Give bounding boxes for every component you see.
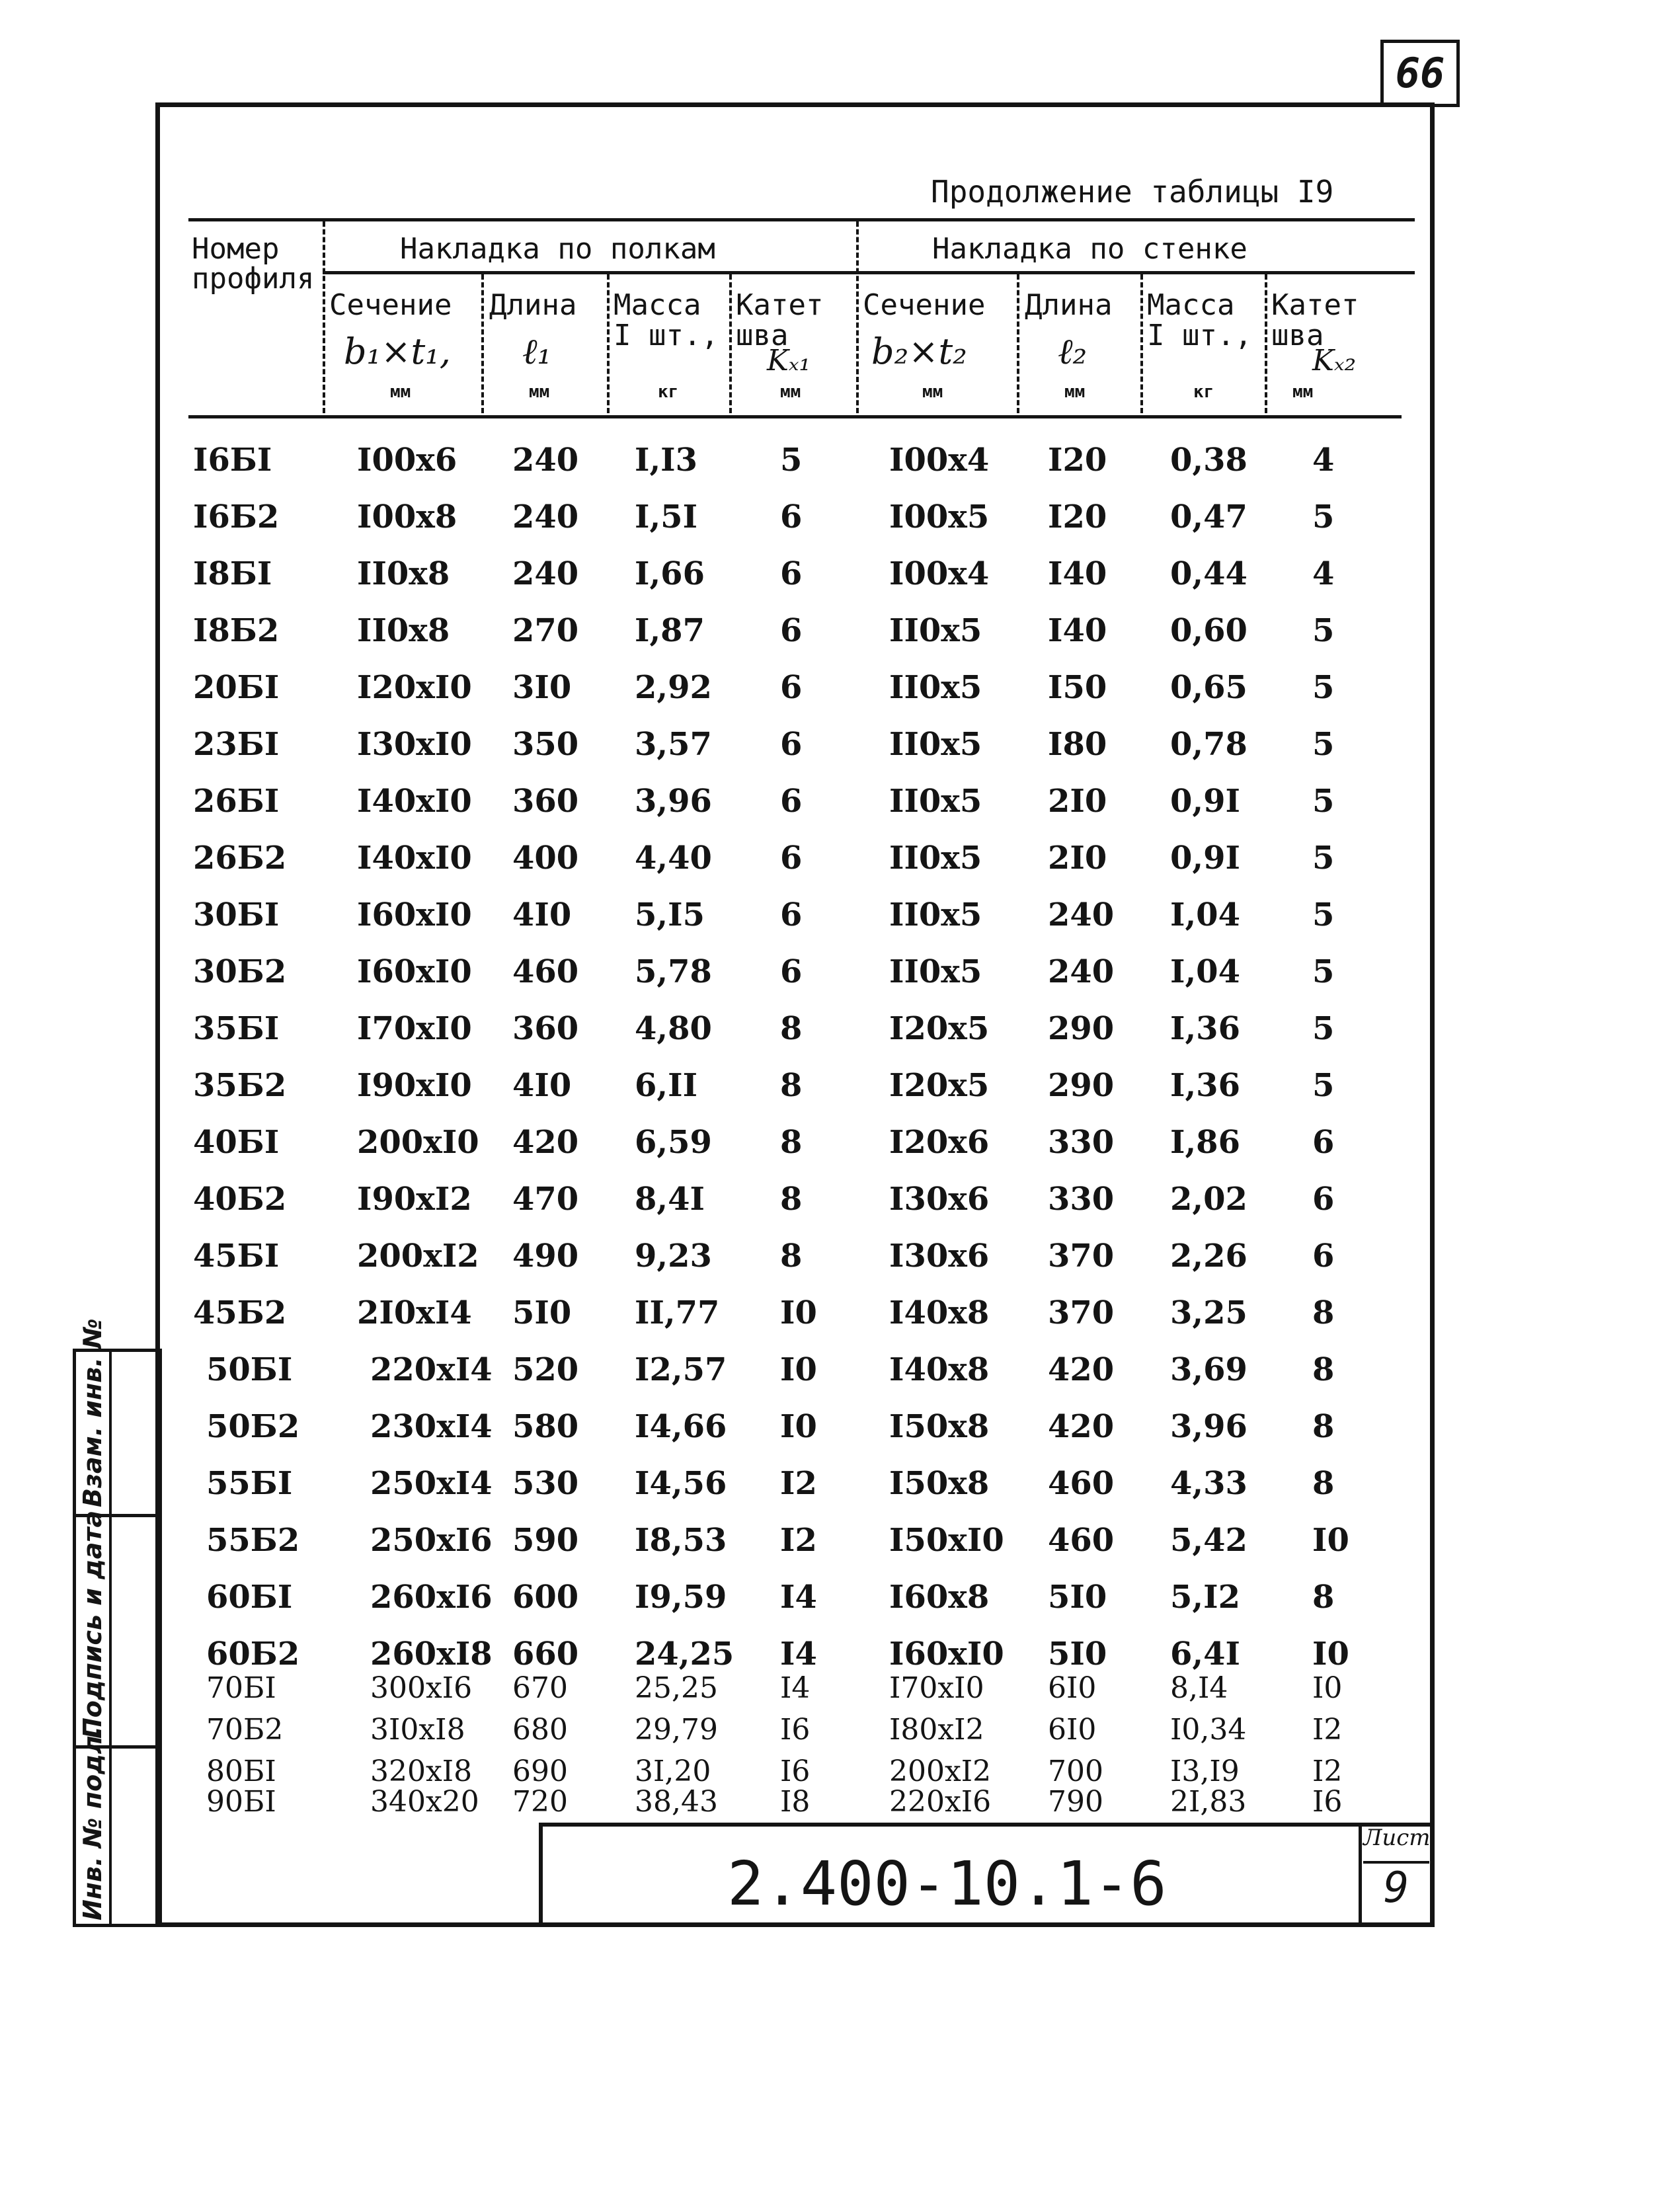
header-group-web: Накладка по стенке: [932, 232, 1248, 266]
cell-web-section: I60xI0: [889, 1636, 1004, 1673]
cell-flange-section: I00x6: [357, 442, 457, 479]
header-unit-mm: мм: [529, 382, 550, 402]
cell-web-mass: 3,69: [1170, 1351, 1248, 1388]
table-caption: Продолжение таблицы I9: [931, 174, 1334, 210]
cell-web-length: 370: [1048, 1238, 1115, 1275]
cell-web-weld: 5: [1312, 1010, 1335, 1047]
cell-web-section: II0x5: [889, 840, 982, 877]
cell-web-section: I60x8: [889, 1579, 990, 1616]
cell-web-mass: I3,I9: [1170, 1755, 1240, 1788]
cell-flange-section: II0x8: [357, 612, 450, 649]
cell-web-section: II0x5: [889, 783, 982, 820]
header-weld-web-1: Катет: [1271, 288, 1359, 322]
cell-web-length: 420: [1048, 1408, 1115, 1445]
cell-flange-mass: I,I3: [635, 442, 698, 479]
cell-flange-section: 250xI4: [370, 1465, 493, 1502]
cell-flange-section: 260xI8: [370, 1636, 493, 1673]
cell-web-mass: 8,I4: [1170, 1671, 1228, 1705]
cell-profile: 35Б2: [193, 1067, 287, 1104]
cell-flange-weld: 6: [780, 669, 803, 706]
cell-profile: 26БI: [193, 783, 280, 820]
cell-web-mass: 2,02: [1170, 1181, 1248, 1218]
cell-web-weld: 5: [1312, 669, 1335, 706]
cell-web-length: 420: [1048, 1351, 1115, 1388]
header-unit-mm: мм: [1064, 382, 1086, 402]
cell-web-weld: 5: [1312, 726, 1335, 763]
cell-web-weld: 8: [1312, 1408, 1335, 1445]
cell-web-length: 6I0: [1048, 1713, 1097, 1747]
cell-web-weld: 8: [1312, 1465, 1335, 1502]
header-unit-kg: кг: [658, 382, 679, 402]
cell-flange-length: 670: [512, 1671, 568, 1705]
cell-web-section: I20x5: [889, 1067, 990, 1104]
header-bottom-rule: [188, 415, 1402, 418]
cell-flange-length: 660: [512, 1636, 579, 1673]
col-sep: [1017, 274, 1019, 413]
cell-flange-mass: 9,23: [635, 1238, 712, 1275]
cell-web-section: I30x6: [889, 1181, 990, 1218]
cell-flange-weld: 6: [780, 612, 803, 649]
cell-web-length: I50: [1048, 669, 1107, 706]
cell-flange-mass: 4,40: [635, 840, 712, 877]
header-profile-2: профиля: [192, 262, 315, 296]
cell-web-weld: I0: [1312, 1636, 1349, 1673]
cell-web-length: I40: [1048, 612, 1107, 649]
cell-flange-section: 250xI6: [370, 1522, 493, 1559]
cell-profile: 60Б2: [206, 1636, 300, 1673]
header-b2t2-symbol: b₂×t₂: [871, 331, 967, 372]
cell-web-weld: I0: [1312, 1522, 1349, 1559]
cell-flange-weld: 6: [780, 840, 803, 877]
cell-profile: I6БI: [193, 442, 272, 479]
cell-web-weld: 5: [1312, 896, 1335, 933]
header-unit-mm: мм: [1292, 382, 1314, 402]
cell-web-mass: 6,4I: [1170, 1636, 1240, 1673]
sheet-label: Лист: [1363, 1825, 1431, 1851]
header-top-rule: [188, 218, 1415, 221]
cell-web-length: 240: [1048, 953, 1115, 990]
cell-web-weld: 5: [1312, 1067, 1335, 1104]
cell-web-weld: 8: [1312, 1351, 1335, 1388]
cell-flange-section: I20xI0: [357, 669, 472, 706]
cell-flange-mass: 3,96: [635, 783, 712, 820]
header-length-flange: Длина: [489, 288, 577, 322]
cell-web-length: 5I0: [1048, 1579, 1107, 1616]
cell-profile: 80БI: [206, 1755, 276, 1788]
cell-web-section: I40x8: [889, 1294, 990, 1331]
header-mass-web-1: Масса: [1147, 288, 1235, 322]
cell-web-length: 6I0: [1048, 1671, 1097, 1705]
cell-profile: I6Б2: [193, 498, 280, 535]
cell-flange-length: 270: [512, 612, 579, 649]
cell-flange-weld: I0: [780, 1294, 817, 1331]
cell-web-length: 330: [1048, 1181, 1115, 1218]
side-label-inv-original: Инв. № подл.: [78, 1725, 107, 1920]
cell-web-mass: 0,9I: [1170, 783, 1240, 820]
header-mass-web-2: I шт.,: [1147, 319, 1252, 352]
cell-web-mass: 5,I2: [1170, 1579, 1240, 1616]
cell-flange-mass: I8,53: [635, 1522, 727, 1559]
cell-flange-section: I00x8: [357, 498, 457, 535]
col-sep: [1265, 274, 1267, 413]
cell-web-length: 290: [1048, 1067, 1115, 1104]
cell-flange-weld: 6: [780, 896, 803, 933]
header-l2-symbol: ℓ₂: [1058, 331, 1088, 372]
header-unit-mm: мм: [780, 382, 801, 402]
cell-web-mass: I0,34: [1170, 1713, 1247, 1747]
cell-web-weld: 8: [1312, 1294, 1335, 1331]
cell-flange-section: 230xI4: [370, 1408, 493, 1445]
cell-flange-weld: I4: [780, 1579, 817, 1616]
cell-flange-section: 200xI2: [357, 1238, 479, 1275]
cell-web-length: 370: [1048, 1294, 1115, 1331]
header-length-web: Длина: [1025, 288, 1113, 322]
cell-profile: 70БI: [206, 1671, 276, 1705]
cell-flange-length: 400: [512, 840, 579, 877]
cell-flange-mass: 29,79: [635, 1713, 718, 1747]
cell-flange-length: 240: [512, 555, 579, 592]
cell-web-section: I00x4: [889, 555, 990, 592]
header-group-flange: Накладка по полкам: [400, 232, 715, 266]
cell-web-mass: 2,26: [1170, 1238, 1248, 1275]
cell-flange-section: 320xI8: [370, 1755, 473, 1788]
cell-web-weld: 5: [1312, 612, 1335, 649]
cell-profile: 45БI: [193, 1238, 280, 1275]
cell-flange-length: 720: [512, 1785, 568, 1819]
cell-web-section: 220xI6: [889, 1785, 992, 1819]
cell-flange-mass: 2,92: [635, 669, 712, 706]
cell-web-length: I40: [1048, 555, 1107, 592]
cell-web-length: 790: [1048, 1785, 1103, 1819]
header-weld-web-2: шва: [1271, 319, 1324, 352]
side-label-inv-subst: Взам. инв. №: [78, 1318, 107, 1507]
header-l1-symbol: ℓ₁: [522, 331, 552, 372]
cell-profile: 50Б2: [206, 1408, 300, 1445]
cell-web-weld: 4: [1312, 442, 1335, 479]
col-sep: [856, 221, 859, 413]
col-sep: [481, 274, 484, 413]
cell-flange-mass: 4,80: [635, 1010, 712, 1047]
cell-flange-section: 3I0xI8: [370, 1713, 465, 1747]
cell-flange-section: I30xI0: [357, 726, 472, 763]
cell-web-mass: 0,38: [1170, 442, 1248, 479]
cell-web-weld: 5: [1312, 783, 1335, 820]
cell-web-mass: I,36: [1170, 1010, 1240, 1047]
cell-web-weld: 6: [1312, 1124, 1335, 1161]
cell-web-section: II0x5: [889, 612, 982, 649]
cell-profile: 40Б2: [193, 1181, 287, 1218]
cell-flange-weld: 6: [780, 783, 803, 820]
cell-flange-length: 420: [512, 1124, 579, 1161]
cell-web-weld: I6: [1312, 1785, 1343, 1819]
cell-web-length: I20: [1048, 498, 1107, 535]
cell-flange-length: 580: [512, 1408, 579, 1445]
header-mass-flange-1: Масса: [614, 288, 701, 322]
cell-web-length: I80: [1048, 726, 1107, 763]
cell-flange-section: I60xI0: [357, 953, 472, 990]
cell-flange-section: 200xI0: [357, 1124, 479, 1161]
cell-flange-section: I70xI0: [357, 1010, 472, 1047]
cell-web-length: 240: [1048, 896, 1115, 933]
cell-flange-mass: II,77: [635, 1294, 720, 1331]
cell-flange-weld: 6: [780, 498, 803, 535]
cell-web-mass: I,04: [1170, 953, 1240, 990]
header-section-web: Сечение: [863, 288, 986, 322]
cell-flange-mass: 24,25: [635, 1636, 734, 1673]
cell-flange-section: 2I0xI4: [357, 1294, 472, 1331]
cell-web-section: I00x5: [889, 498, 990, 535]
cell-flange-section: I90xI2: [357, 1181, 472, 1218]
cell-web-section: 200xI2: [889, 1755, 992, 1788]
cell-web-mass: 0,47: [1170, 498, 1248, 535]
cell-profile: 90БI: [206, 1785, 276, 1819]
cell-flange-length: 350: [512, 726, 579, 763]
cell-flange-mass: 6,II: [635, 1067, 698, 1104]
cell-flange-weld: 5: [780, 442, 803, 479]
cell-flange-mass: 8,4I: [635, 1181, 705, 1218]
header-unit-mm: мм: [922, 382, 943, 402]
cell-web-weld: 4: [1312, 555, 1335, 592]
cell-flange-weld: I0: [780, 1408, 817, 1445]
col-sep: [729, 274, 732, 413]
cell-flange-section: I40xI0: [357, 783, 472, 820]
cell-web-mass: I,36: [1170, 1067, 1240, 1104]
cell-flange-length: 4I0: [512, 1067, 572, 1104]
col-sep: [1140, 274, 1143, 413]
header-profile-1: Номер: [192, 232, 280, 266]
cell-web-length: I20: [1048, 442, 1107, 479]
cell-flange-length: 240: [512, 442, 579, 479]
cell-flange-mass: I,5I: [635, 498, 698, 535]
cell-flange-length: 490: [512, 1238, 579, 1275]
cell-flange-weld: I4: [780, 1636, 817, 1673]
cell-web-section: I40x8: [889, 1351, 990, 1388]
cell-web-weld: 6: [1312, 1238, 1335, 1275]
header-b1t1-symbol: b₁×t₁,: [344, 331, 451, 372]
cell-profile: 50БI: [206, 1351, 293, 1388]
cell-flange-section: II0x8: [357, 555, 450, 592]
cell-flange-length: 600: [512, 1579, 579, 1616]
cell-flange-weld: I4: [780, 1671, 811, 1705]
cell-flange-mass: 3I,20: [635, 1755, 711, 1788]
cell-flange-section: 340x20: [370, 1785, 479, 1819]
cell-web-mass: 4,33: [1170, 1465, 1248, 1502]
cell-flange-mass: I4,66: [635, 1408, 727, 1445]
cell-web-length: 290: [1048, 1010, 1115, 1047]
cell-web-section: II0x5: [889, 726, 982, 763]
cell-flange-weld: 8: [780, 1124, 803, 1161]
cell-flange-section: 300xI6: [370, 1671, 473, 1705]
cell-flange-mass: 25,25: [635, 1671, 718, 1705]
cell-profile: 30Б2: [193, 953, 287, 990]
cell-web-section: II0x5: [889, 896, 982, 933]
cell-web-length: 460: [1048, 1465, 1115, 1502]
header-mass-flange-2: I шт.,: [614, 319, 719, 352]
cell-flange-weld: I8: [780, 1785, 811, 1819]
cell-web-section: I50x8: [889, 1408, 990, 1445]
cell-profile: 20БI: [193, 669, 280, 706]
cell-web-mass: I,04: [1170, 896, 1240, 933]
cell-profile: I8Б2: [193, 612, 280, 649]
cell-flange-length: 4I0: [512, 896, 572, 933]
cell-flange-section: 220xI4: [370, 1351, 493, 1388]
col-sep: [607, 274, 610, 413]
cell-flange-mass: 38,43: [635, 1785, 718, 1819]
cell-flange-length: 240: [512, 498, 579, 535]
cell-flange-weld: 6: [780, 953, 803, 990]
cell-web-section: I30x6: [889, 1238, 990, 1275]
header-group-rule: [323, 271, 1415, 274]
cell-flange-weld: 8: [780, 1010, 803, 1047]
cell-web-mass: 0,65: [1170, 669, 1248, 706]
cell-flange-weld: I2: [780, 1465, 817, 1502]
cell-web-section: II0x5: [889, 669, 982, 706]
cell-web-section: I50xI0: [889, 1522, 1004, 1559]
cell-web-weld: 5: [1312, 498, 1335, 535]
cell-flange-weld: I6: [780, 1713, 811, 1747]
cell-web-mass: 0,44: [1170, 555, 1248, 592]
side-label-signature-date: Подпись и дата: [78, 1510, 107, 1739]
cell-flange-section: I60xI0: [357, 896, 472, 933]
cell-profile: 55Б2: [206, 1522, 300, 1559]
cell-web-length: 2I0: [1048, 840, 1107, 877]
cell-flange-weld: 8: [780, 1181, 803, 1218]
cell-flange-section: 260xI6: [370, 1579, 493, 1616]
cell-web-length: 2I0: [1048, 783, 1107, 820]
cell-flange-weld: 8: [780, 1067, 803, 1104]
cell-flange-length: 590: [512, 1522, 579, 1559]
cell-flange-mass: I,87: [635, 612, 705, 649]
cell-web-section: I00x4: [889, 442, 990, 479]
document-code: 2.400-10.1-6: [727, 1848, 1167, 1919]
header-weld-flange-2: шва: [736, 319, 789, 352]
cell-web-weld: 5: [1312, 953, 1335, 990]
cell-profile: 35БI: [193, 1010, 280, 1047]
header-kf2-symbol: Kₓ₂: [1312, 344, 1357, 377]
cell-flange-mass: 6,59: [635, 1124, 712, 1161]
cell-web-mass: 3,25: [1170, 1294, 1248, 1331]
header-weld-flange-1: Катет: [736, 288, 824, 322]
header-section-flange: Сечение: [329, 288, 452, 322]
cell-web-mass: 0,9I: [1170, 840, 1240, 877]
cell-flange-weld: 6: [780, 555, 803, 592]
cell-flange-mass: 3,57: [635, 726, 712, 763]
cell-flange-mass: I4,56: [635, 1465, 727, 1502]
cell-web-mass: 0,78: [1170, 726, 1248, 763]
cell-web-mass: 2I,83: [1170, 1785, 1247, 1819]
cell-profile: 30БI: [193, 896, 280, 933]
cell-flange-mass: I,66: [635, 555, 705, 592]
cell-flange-length: 360: [512, 783, 579, 820]
cell-web-section: I50x8: [889, 1465, 990, 1502]
cell-flange-weld: I6: [780, 1755, 811, 1788]
cell-flange-weld: I0: [780, 1351, 817, 1388]
cell-flange-mass: 5,I5: [635, 896, 705, 933]
cell-flange-mass: I9,59: [635, 1579, 727, 1616]
header-unit-kg: кг: [1193, 382, 1214, 402]
cell-web-weld: I2: [1312, 1713, 1343, 1747]
cell-flange-length: 3I0: [512, 669, 572, 706]
side-strip-divider: [109, 1349, 112, 1927]
cell-flange-length: 470: [512, 1181, 579, 1218]
cell-flange-mass: 5,78: [635, 953, 712, 990]
cell-flange-length: 5I0: [512, 1294, 572, 1331]
header-unit-mm: мм: [390, 382, 411, 402]
cell-profile: 40БI: [193, 1124, 280, 1161]
cell-flange-length: 360: [512, 1010, 579, 1047]
cell-profile: 26Б2: [193, 840, 287, 877]
cell-profile: 60БI: [206, 1579, 293, 1616]
cell-web-section: I20x6: [889, 1124, 990, 1161]
cell-flange-length: 520: [512, 1351, 579, 1388]
cell-web-mass: 5,42: [1170, 1522, 1248, 1559]
cell-web-weld: I2: [1312, 1755, 1343, 1788]
cell-profile: 55БI: [206, 1465, 293, 1502]
cell-web-length: 5I0: [1048, 1636, 1107, 1673]
page-number: 66: [1380, 40, 1460, 107]
cell-flange-section: I90xI0: [357, 1067, 472, 1104]
header-kf1-symbol: Kₓ₁: [767, 344, 811, 377]
cell-web-section: I80xI2: [889, 1713, 984, 1747]
cell-flange-length: 460: [512, 953, 579, 990]
cell-flange-weld: 6: [780, 726, 803, 763]
sheet-number: 9: [1363, 1861, 1429, 1913]
cell-web-mass: 3,96: [1170, 1408, 1248, 1445]
cell-web-mass: 0,60: [1170, 612, 1248, 649]
cell-web-section: II0x5: [889, 953, 982, 990]
cell-web-weld: 8: [1312, 1579, 1335, 1616]
cell-web-length: 700: [1048, 1755, 1103, 1788]
cell-web-section: I70xI0: [889, 1671, 984, 1705]
cell-profile: 23БI: [193, 726, 280, 763]
cell-web-section: I20x5: [889, 1010, 990, 1047]
cell-web-mass: I,86: [1170, 1124, 1240, 1161]
cell-web-weld: 5: [1312, 840, 1335, 877]
cell-profile: I8БI: [193, 555, 272, 592]
cell-flange-length: 690: [512, 1755, 568, 1788]
cell-web-weld: 6: [1312, 1181, 1335, 1218]
cell-flange-section: I40xI0: [357, 840, 472, 877]
cell-profile: 45Б2: [193, 1294, 287, 1331]
col-sep: [323, 221, 325, 413]
cell-flange-length: 680: [512, 1713, 568, 1747]
cell-web-weld: I0: [1312, 1671, 1343, 1705]
cell-web-length: 460: [1048, 1522, 1115, 1559]
cell-web-length: 330: [1048, 1124, 1115, 1161]
cell-flange-weld: 8: [780, 1238, 803, 1275]
cell-flange-length: 530: [512, 1465, 579, 1502]
cell-profile: 70Б2: [206, 1713, 284, 1747]
cell-flange-mass: I2,57: [635, 1351, 727, 1388]
cell-flange-weld: I2: [780, 1522, 817, 1559]
